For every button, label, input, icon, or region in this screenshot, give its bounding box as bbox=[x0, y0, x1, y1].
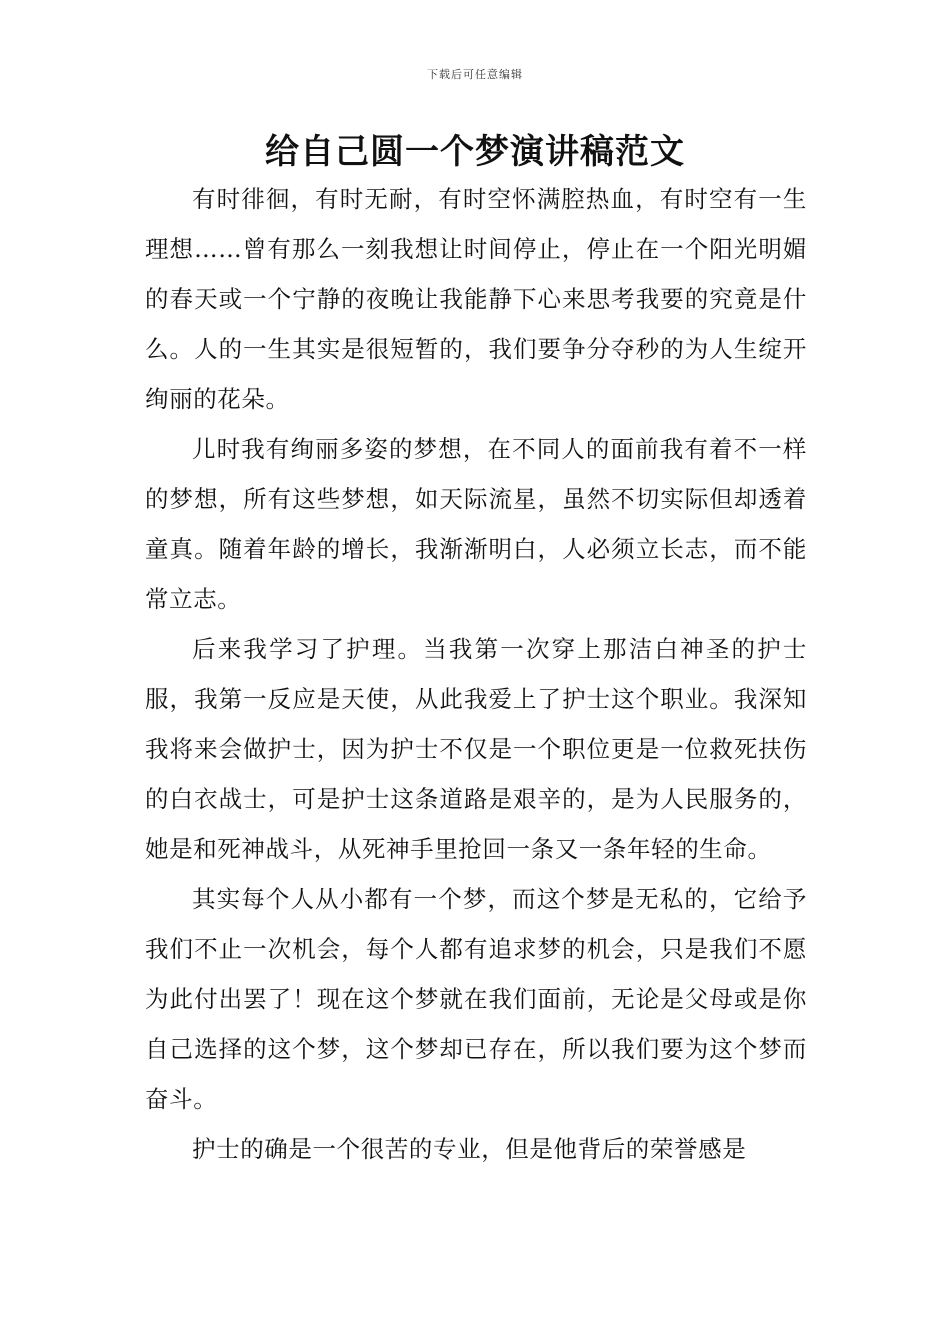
document-body bbox=[145, 174, 807, 1174]
paragraph-5: 护士的确是一个很苦的专业，但是他背后的荣誉感是 bbox=[192, 1135, 747, 1163]
paragraph-3: 后来我学习了护理。当我第一次穿上那洁白神圣的护士服，我第一反应是天使，从此我爱上了护士这个职业。我深知我将来会做护士，因为护士不仅是一个职位更是一位救死扶伤的白衣战士，可是护士这条道路是艰辛的，是为人民服务的，她是和死神战斗，从死神手里抢回一条又一条年轻的生命。 bbox=[145, 635, 807, 863]
paragraph-4: 其实每个人从小都有一个梦，而这个梦是无私的，它给予我们不止一次机会，每个人都有追求梦的机会，只是我们不愿为此付出罢了！现在这个梦就在我们面前，无论是父母或是你自己选择的这个梦，这个梦却已存在，所以我们要为这个梦而奋斗。 bbox=[145, 885, 807, 1113]
header-note: 下载后可任意编辑 bbox=[427, 68, 523, 81]
paragraph-2: 儿时我有绚丽多姿的梦想，在不同人的面前我有着不一样的梦想，所有这些梦想，如天际流星，虽然不切实际但却透着童真。随着年龄的增长，我渐渐明白，人必须立长志，而不能常立志。 bbox=[145, 435, 807, 613]
document-title: 给自己圆一个梦演讲稿范文 bbox=[265, 132, 685, 172]
paragraph-1: 有时徘徊，有时无耐，有时空怀满腔热血，有时空有一生理想……曾有那么一刻我想让时间停止，停止在一个阳光明媚的春天或一个宁静的夜晚让我能静下心来思考我要的究竟是什么。人的一生其实是很短暂的，我们要争分夺秒的为人生绽开绚丽的花朵。 bbox=[145, 185, 807, 413]
